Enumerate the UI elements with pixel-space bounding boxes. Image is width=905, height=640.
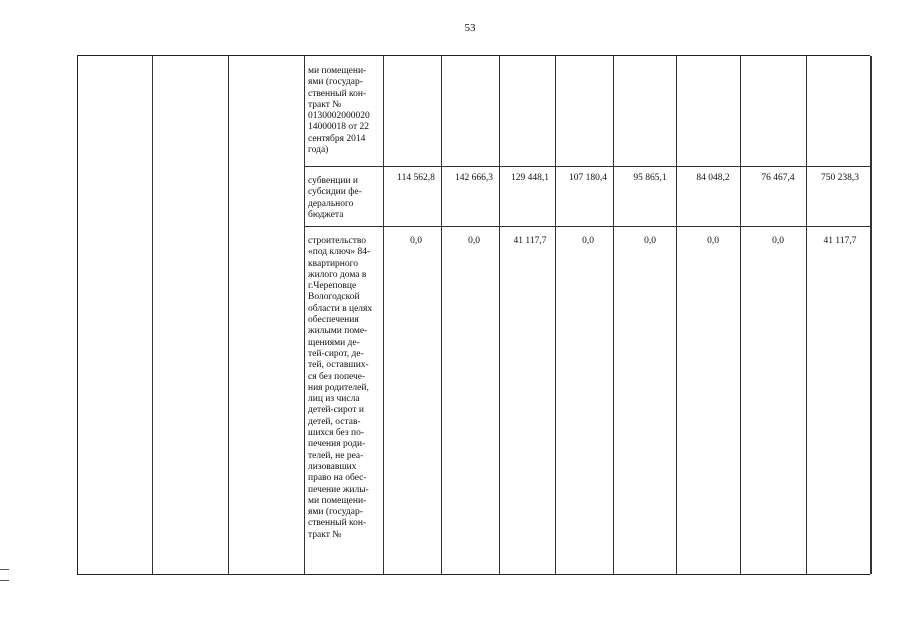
column-divider <box>441 56 442 574</box>
table-cell: 41 117,7 <box>513 236 547 246</box>
row-divider <box>304 166 871 167</box>
column-divider <box>499 56 500 574</box>
row-description: ми помещени- ями (государ- ственный кон- тракт № 0130002000020 14000018 от 22 сентября 2014 года) <box>308 66 370 156</box>
column-divider <box>740 56 741 574</box>
table-cell: 41 117,7 <box>823 236 857 246</box>
table-cell: 0,0 <box>644 236 656 246</box>
budget-table <box>77 55 870 575</box>
column-divider <box>555 56 556 574</box>
row-description: субвенции и субсидии фе- дерального бюджета <box>308 176 362 220</box>
table-cell: 107 180,4 <box>569 173 607 183</box>
column-divider <box>613 56 614 574</box>
table-cell: 0,0 <box>772 236 784 246</box>
column-divider <box>304 56 305 574</box>
column-divider <box>152 56 153 574</box>
page-number: 53 <box>464 22 476 34</box>
column-divider <box>870 56 872 574</box>
row-description: строительство «под ключ» 84- квартирного жилого дома в г.Череповце Вологодской области в целях обеспечения жилыми поме- щениями де- тей-сирот, де- тей, оставших- ся без попече- ния родителей, лиц из числа детей-сирот и детей, остав- шихся без по- печения роди- телей, не реа- лизовавших право на обес- печение жилы- ми помещени- ями (государ- ственный кон- тракт № <box>308 236 373 540</box>
margin-tick <box>0 569 9 570</box>
table-cell: 76 467,4 <box>761 173 795 183</box>
column-divider <box>806 56 807 574</box>
column-divider <box>228 56 229 574</box>
column-divider <box>383 56 384 574</box>
table-cell: 0,0 <box>410 236 422 246</box>
table-cell: 142 666,3 <box>455 173 493 183</box>
table-cell: 129 448,1 <box>511 173 549 183</box>
table-cell: 750 238,3 <box>821 173 859 183</box>
table-cell: 114 562,8 <box>397 173 435 183</box>
table-cell: 0,0 <box>468 236 480 246</box>
table-cell: 0,0 <box>582 236 594 246</box>
table-cell: 84 048,2 <box>696 173 730 183</box>
table-cell: 95 865,1 <box>633 173 667 183</box>
column-divider <box>676 56 677 574</box>
table-cell: 0,0 <box>707 236 719 246</box>
margin-tick <box>0 580 9 581</box>
row-divider <box>304 226 871 227</box>
